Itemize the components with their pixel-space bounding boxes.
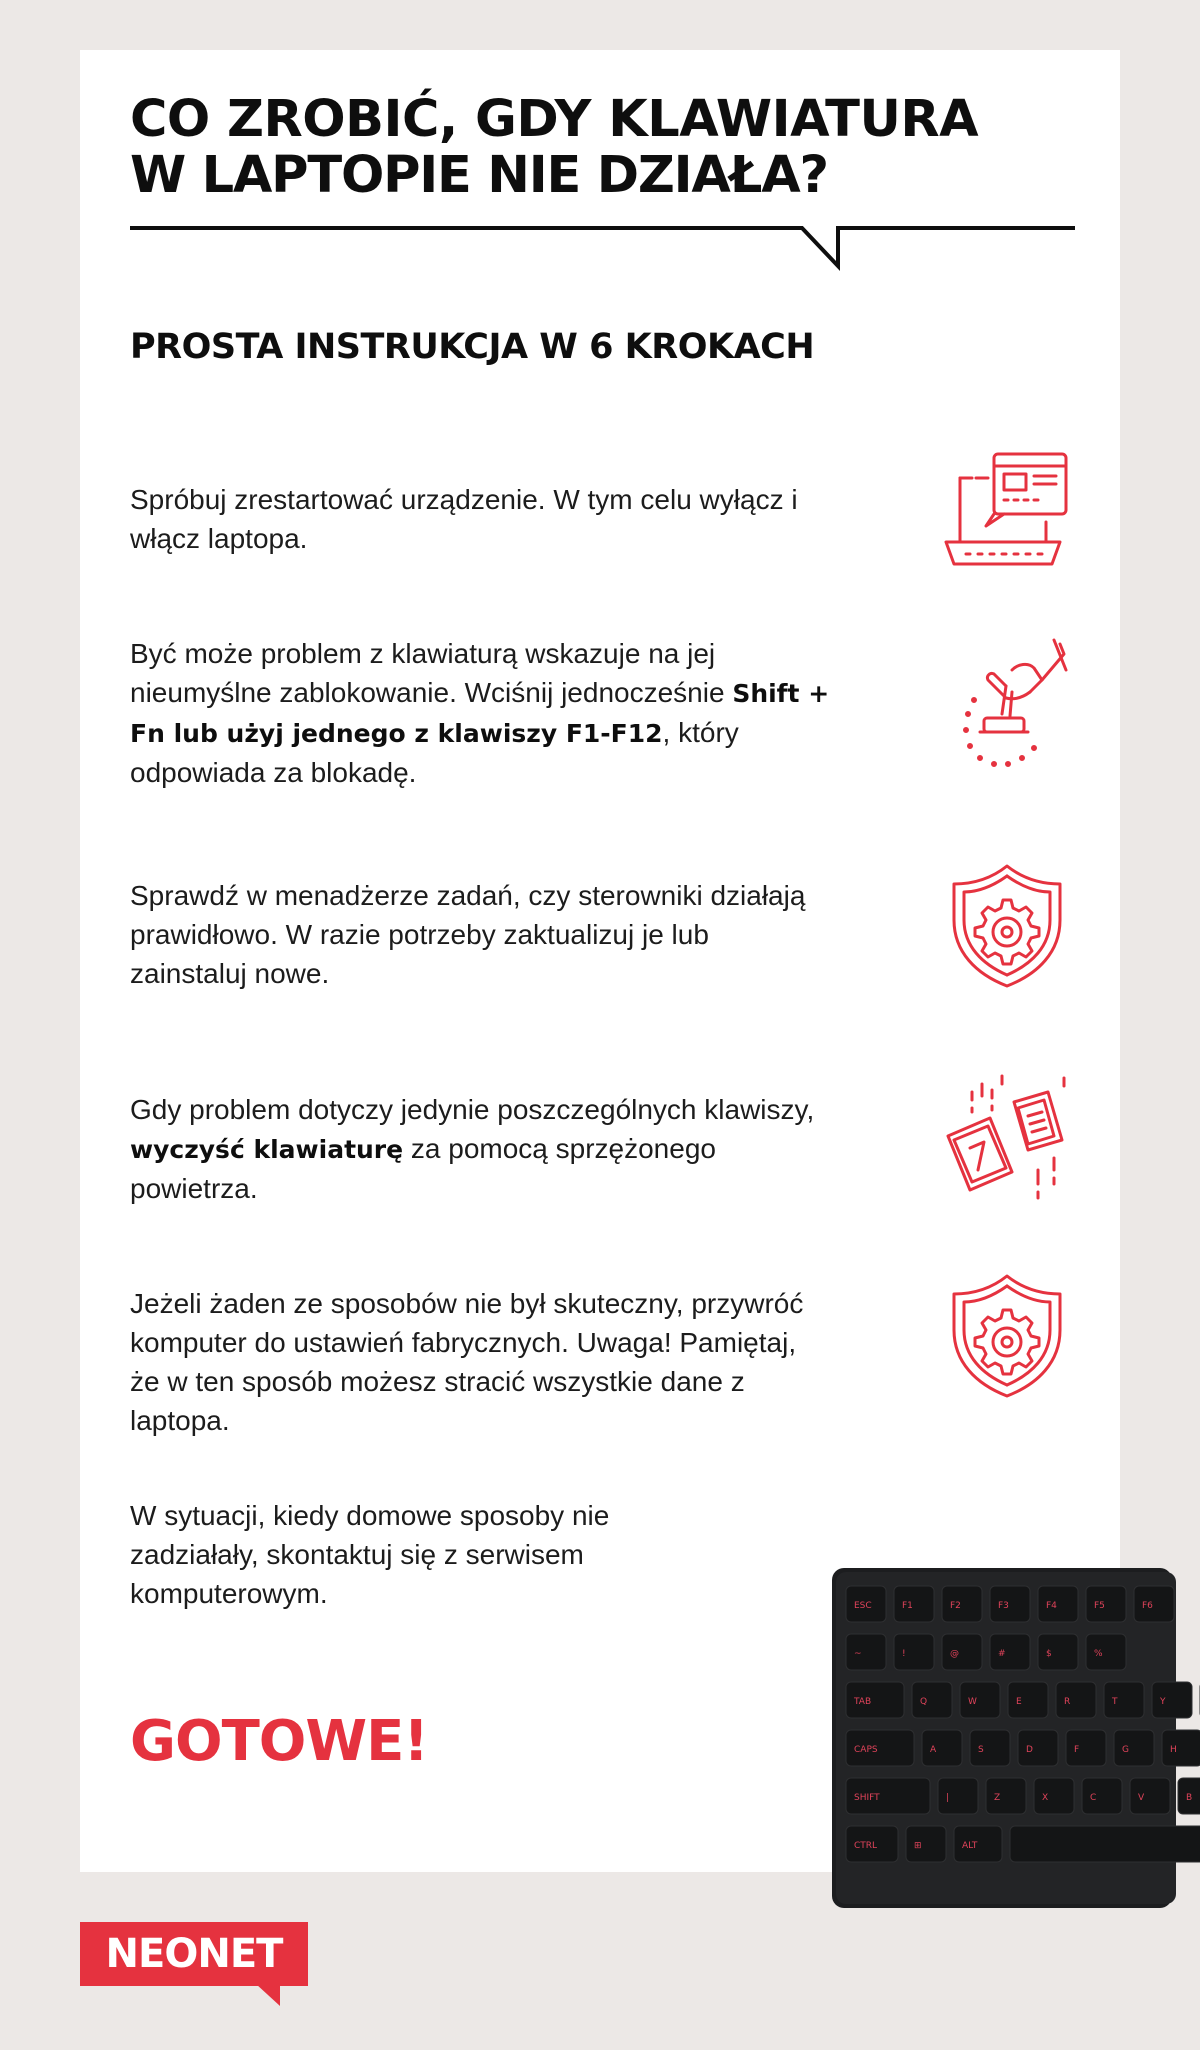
keyboard-key: [960, 1682, 1000, 1718]
keyboard-key-label: F1: [902, 1601, 913, 1611]
keyboard-key: [1038, 1634, 1078, 1670]
keyboard-key: [1086, 1586, 1126, 1622]
title-line-2: W LAPTOPIE NIE DZIAŁA?: [130, 146, 828, 205]
step-3-text: Sprawdź w menadżerze zadań, czy sterowniki działają prawidłowo. W razie potrzeby zaktualizuj je lub zainstaluj nowe.: [130, 880, 806, 989]
finger-press-icon: [942, 640, 1072, 780]
keyboard-key-label: CAPS: [854, 1745, 878, 1755]
keyboard-key: [846, 1634, 886, 1670]
neonet-logo: [80, 1922, 308, 2002]
keyboard-key-label: B: [1186, 1793, 1193, 1803]
step-2-bold: Shift + Fn lub użyj jednego z klawiszy F1-F12: [130, 679, 830, 748]
subtitle: PROSTA INSTRUKCJA W 6 KROKACH: [130, 327, 815, 367]
keyboard-key-label: E: [1016, 1697, 1022, 1707]
keyboard-key: [906, 1826, 946, 1862]
keyboard-key: [990, 1586, 1030, 1622]
keyboard-key-label: V: [1138, 1793, 1145, 1803]
keyboard-key: [1130, 1778, 1170, 1814]
keyboard-spacebar: [1010, 1826, 1200, 1862]
keyboard-key: [1152, 1682, 1192, 1718]
keyboard-key-label: W: [968, 1697, 977, 1707]
keyboard-key: [1008, 1682, 1048, 1718]
keyboard-key: [1038, 1586, 1078, 1622]
logo-tail: [256, 1984, 280, 2006]
keyboard-key-label: SHIFT: [854, 1793, 880, 1803]
keyboard-key-label: |: [946, 1793, 950, 1803]
step-5-text: Jeżeli żaden ze sposobów nie był skuteczny, przywróć komputer do ustawień fabrycznych. Uwaga! Pamiętaj, że w ten sposób możesz stracić wszystkie dane z laptopa.: [130, 1288, 804, 1436]
keyboard-key-label: $: [1046, 1649, 1052, 1659]
speech-bubble-divider: [130, 224, 1075, 285]
keyboard-key-label: !: [902, 1649, 906, 1659]
keyboard-key-label: ~: [854, 1649, 862, 1659]
keyboard-key: [1162, 1730, 1200, 1766]
keyboard-key: [970, 1730, 1010, 1766]
shield-gear-icon: [942, 862, 1072, 992]
keyboard-key-label: TAB: [854, 1697, 872, 1707]
keyboard-key: [894, 1586, 934, 1622]
step-2-text: Być może problem z klawiaturą wskazuje na jej nieumyślne zablokowanie. Wciśnij jednocześnie Shift + Fn lub użyj jednego z klawiszy F1-F12, który odpowiada za blokadę.: [130, 638, 830, 788]
brand-name: NEONET: [80, 1922, 308, 1986]
keyboard-image: [832, 1568, 1193, 1908]
keyboard-key: [922, 1730, 962, 1766]
keyboard-key: [1034, 1778, 1074, 1814]
keyboard-key-label: H: [1170, 1745, 1177, 1755]
keyboard-key-label: #: [998, 1649, 1006, 1659]
keyboard-key: [1086, 1634, 1126, 1670]
keyboard-key-label: G: [1122, 1745, 1129, 1755]
keyboard-key-label: F3: [998, 1601, 1009, 1611]
keyboard-key: [1056, 1682, 1096, 1718]
keyboard-key: [1104, 1682, 1144, 1718]
page-title: [130, 92, 1090, 204]
keyboard-key-label: CTRL: [854, 1841, 878, 1851]
keyboard-key-label: F2: [950, 1601, 961, 1611]
keyboard-key: [942, 1586, 982, 1622]
keyboard-key-label: X: [1042, 1793, 1049, 1803]
keyboard-key-label: ESC: [854, 1601, 872, 1611]
keyboard-key-label: F5: [1094, 1601, 1105, 1611]
keyboard-key-label: %: [1094, 1649, 1103, 1659]
keyboard-key: [912, 1682, 952, 1718]
title-line-1: CO ZROBIĆ, GDY KLAWIATURA: [130, 90, 979, 149]
keyboard-key: [1082, 1778, 1122, 1814]
step-4-text: Gdy problem dotyczy jedynie poszczególnych klawiszy, wyczyść klawiaturę za pomocą sprzężonego powietrza.: [130, 1094, 815, 1204]
keyboard-key-label: A: [930, 1745, 937, 1755]
laptop-chat-icon: [942, 450, 1072, 570]
keyboard-key: [1134, 1586, 1174, 1622]
keyboard-key-label: F6: [1142, 1601, 1153, 1611]
keyboard-key-label: Z: [994, 1793, 1001, 1803]
keyboard-key: [990, 1634, 1030, 1670]
step-6-text: W sytuacji, kiedy domowe sposoby nie zadziałały, skontaktuj się z serwisem komputerowym.: [130, 1500, 610, 1609]
keyboard-key-label: D: [1026, 1745, 1033, 1755]
keyboard-key-label: T: [1112, 1697, 1118, 1707]
done-heading: GOTOWE!: [130, 1709, 428, 1774]
shield-gear-icon: [942, 1272, 1072, 1402]
keys-icon: [942, 1074, 1072, 1214]
keyboard-key-label: R: [1064, 1697, 1071, 1707]
infographic-card: [80, 50, 1193, 1872]
keyboard-key: [894, 1634, 934, 1670]
keyboard-key: [1018, 1730, 1058, 1766]
step-1-text: Spróbuj zrestartować urządzenie. W tym celu wyłącz i włącz laptopa.: [130, 484, 798, 554]
keyboard-key-label: ⊞: [914, 1841, 922, 1851]
step-4-bold: wyczyść klawiaturę: [130, 1135, 404, 1164]
keyboard-key: [1066, 1730, 1106, 1766]
keyboard-key-label: C: [1090, 1793, 1097, 1803]
keyboard-key: [1114, 1730, 1154, 1766]
keyboard-key: [986, 1778, 1026, 1814]
keyboard-key-label: Q: [920, 1697, 928, 1707]
keyboard-key-label: @: [950, 1649, 959, 1659]
keyboard-key-label: F: [1074, 1745, 1080, 1755]
keyboard-key-label: F4: [1046, 1601, 1057, 1611]
keyboard-key: [938, 1778, 978, 1814]
keyboard-key: [942, 1634, 982, 1670]
keyboard-key-label: S: [978, 1745, 984, 1755]
keyboard-key-label: Y: [1160, 1697, 1166, 1707]
keyboard-key-label: ALT: [962, 1841, 978, 1851]
